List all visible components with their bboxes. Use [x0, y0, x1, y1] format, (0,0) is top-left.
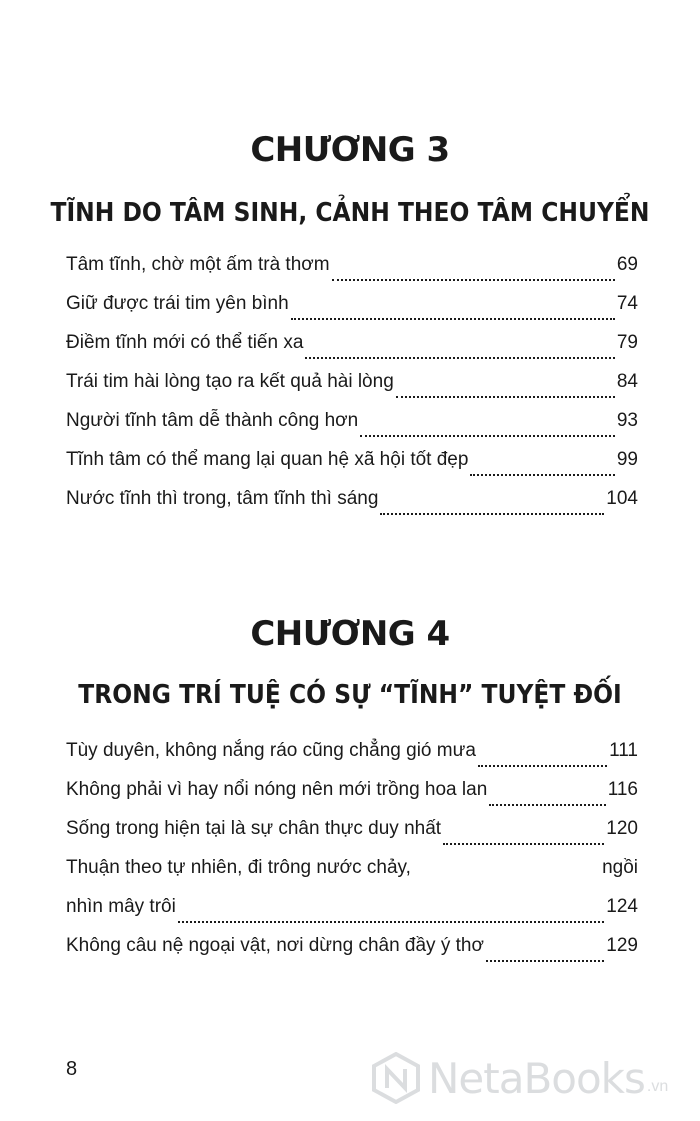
toc-entry-page: 104 — [606, 488, 638, 509]
toc-entry[interactable] — [66, 896, 638, 935]
toc-entry-title: Không phải vì hay nổi nóng nên mới trồng hoa lan — [66, 779, 488, 800]
toc-leader-dots — [360, 434, 615, 437]
page-number: 8 — [66, 1058, 78, 1080]
toc-entry-title: Người tĩnh tâm dễ thành công hơn — [66, 410, 359, 431]
toc-entry[interactable] — [66, 818, 638, 857]
toc-entry[interactable] — [66, 371, 638, 410]
toc-entry-page: 69 — [616, 254, 638, 275]
toc-leader-dots — [478, 764, 607, 767]
chapter-4-title: TRONG TRÍ TUỆ CÓ SỰ “TĨNH” TUYỆT ĐỐI — [78, 680, 622, 710]
chapter-3-toc — [66, 254, 638, 527]
chapter-4-number: CHƯƠNG 4 — [250, 614, 450, 654]
toc-leader-dots — [332, 278, 615, 281]
toc-entry-page: 124 — [606, 896, 638, 917]
toc-entry[interactable] — [66, 779, 638, 818]
toc-entry-title: Tâm tĩnh, chờ một ấm trà thơm — [66, 254, 330, 275]
watermark — [370, 1048, 690, 1108]
toc-entry[interactable] — [66, 488, 638, 527]
toc-leader-dots — [470, 473, 614, 476]
toc-entry[interactable] — [66, 449, 638, 488]
toc-leader-dots — [291, 317, 615, 320]
toc-entry[interactable] — [66, 254, 638, 293]
netabooks-logo-icon — [370, 1052, 422, 1104]
toc-leader-dots — [178, 920, 604, 923]
toc-entry-page: 93 — [616, 410, 638, 431]
toc-leader-dots — [486, 959, 604, 962]
toc-entry[interactable] — [66, 410, 638, 449]
toc-entry-page: 129 — [606, 935, 638, 956]
toc-entry-page: 99 — [616, 449, 638, 470]
toc-leader-dots — [305, 356, 614, 359]
toc-entry-title: Thuận theo tự nhiên, đi trông nước chảy, — [66, 857, 411, 878]
toc-entry[interactable] — [66, 332, 638, 371]
toc-entry-title: Tùy duyên, không nắng ráo cũng chẳng gió mưa — [66, 740, 476, 761]
toc-leader-dots — [380, 512, 604, 515]
toc-entry-title: Sống trong hiện tại là sự chân thực duy nhất — [66, 818, 442, 839]
toc-entry-title: Không câu nệ ngoại vật, nơi dừng chân đầy ý thơ — [66, 935, 484, 956]
toc-leader-dots — [396, 395, 615, 398]
toc-entry[interactable] — [66, 935, 638, 974]
toc-entry-page: 111 — [609, 740, 638, 761]
chapter-3-number: CHƯƠNG 3 — [250, 130, 450, 170]
toc-entry-page: 116 — [607, 779, 638, 800]
toc-entry[interactable] — [66, 857, 638, 896]
toc-entry[interactable] — [66, 293, 638, 332]
toc-entry-page: 74 — [616, 293, 638, 314]
toc-entry-title: Giữ được trái tim yên bình — [66, 293, 289, 314]
watermark-text: NetaBooks — [428, 1053, 645, 1103]
toc-entry-title: nhìn mây trôi — [66, 896, 176, 917]
toc-leader-dots — [443, 842, 604, 845]
toc-entry[interactable] — [66, 740, 638, 779]
toc-entry-page: 120 — [606, 818, 638, 839]
toc-entry-title: Tĩnh tâm có thể mang lại quan hệ xã hội tốt đẹp — [66, 449, 469, 470]
toc-entry-title: Trái tim hài lòng tạo ra kết quả hài lòng — [66, 371, 394, 392]
toc-leader-dots — [489, 803, 605, 806]
toc-entry-continuation: ngồi — [602, 857, 638, 878]
chapter-4-toc — [66, 740, 638, 974]
toc-entry-page: 84 — [616, 371, 638, 392]
chapter-3-title: TĨNH DO TÂM SINH, CẢNH THEO TÂM CHUYỂN — [50, 198, 650, 228]
watermark-suffix: .vn — [646, 1078, 669, 1095]
toc-entry-page: 79 — [616, 332, 638, 353]
toc-entry-title: Nước tĩnh thì trong, tâm tĩnh thì sáng — [66, 488, 379, 509]
toc-entry-title: Điềm tĩnh mới có thể tiến xa — [66, 332, 304, 353]
